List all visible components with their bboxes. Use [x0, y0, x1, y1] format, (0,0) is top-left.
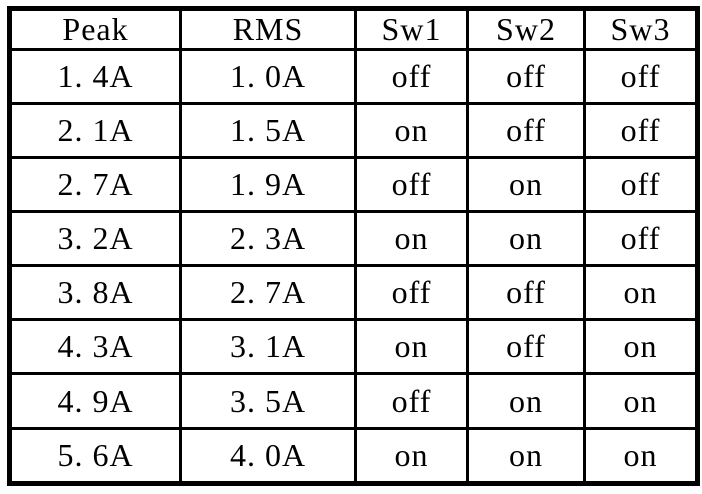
cell-sw1: on: [356, 212, 468, 266]
current-switch-table: [7, 6, 700, 486]
header-row: [10, 9, 698, 50]
table-row: [10, 158, 698, 212]
table-row: [10, 374, 698, 428]
cell-sw2: off: [468, 320, 585, 374]
cell-sw1: off: [356, 50, 468, 104]
cell-sw3: off: [585, 104, 698, 158]
table-row: [10, 266, 698, 320]
cell-peak: 4. 3A: [10, 320, 181, 374]
cell-sw2: off: [468, 266, 585, 320]
cell-sw1: off: [356, 158, 468, 212]
column-header-sw3: Sw3: [585, 9, 698, 50]
cell-sw2: on: [468, 212, 585, 266]
table-row: [10, 320, 698, 374]
cell-sw1: on: [356, 428, 468, 483]
cell-rms: 1. 5A: [181, 104, 356, 158]
cell-peak: 1. 4A: [10, 50, 181, 104]
cell-peak: 3. 2A: [10, 212, 181, 266]
cell-rms: 4. 0A: [181, 428, 356, 483]
column-header-sw1: Sw1: [356, 9, 468, 50]
cell-sw1: on: [356, 104, 468, 158]
table-row: [10, 428, 698, 483]
cell-rms: 3. 1A: [181, 320, 356, 374]
cell-sw1: off: [356, 266, 468, 320]
cell-sw3: off: [585, 212, 698, 266]
cell-sw3: off: [585, 50, 698, 104]
table-row: [10, 212, 698, 266]
table-body: [10, 50, 698, 484]
cell-peak: 5. 6A: [10, 428, 181, 483]
current-switch-table-container: [7, 6, 695, 486]
cell-sw3: on: [585, 428, 698, 483]
cell-peak: 2. 7A: [10, 158, 181, 212]
cell-rms: 1. 9A: [181, 158, 356, 212]
cell-sw3: on: [585, 266, 698, 320]
cell-sw2: on: [468, 158, 585, 212]
cell-rms: 2. 7A: [181, 266, 356, 320]
cell-sw1: off: [356, 374, 468, 428]
cell-sw3: off: [585, 158, 698, 212]
cell-rms: 3. 5A: [181, 374, 356, 428]
table-row: [10, 50, 698, 104]
cell-sw1: on: [356, 320, 468, 374]
cell-sw3: on: [585, 374, 698, 428]
table-row: [10, 104, 698, 158]
cell-peak: 2. 1A: [10, 104, 181, 158]
cell-sw2: off: [468, 104, 585, 158]
cell-rms: 2. 3A: [181, 212, 356, 266]
column-header-sw2: Sw2: [468, 9, 585, 50]
cell-sw2: on: [468, 428, 585, 483]
cell-sw2: on: [468, 374, 585, 428]
column-header-rms: RMS: [181, 9, 356, 50]
cell-sw2: off: [468, 50, 585, 104]
cell-peak: 4. 9A: [10, 374, 181, 428]
cell-rms: 1. 0A: [181, 50, 356, 104]
cell-peak: 3. 8A: [10, 266, 181, 320]
table-header: [10, 9, 698, 50]
column-header-peak: Peak: [10, 9, 181, 50]
cell-sw3: on: [585, 320, 698, 374]
